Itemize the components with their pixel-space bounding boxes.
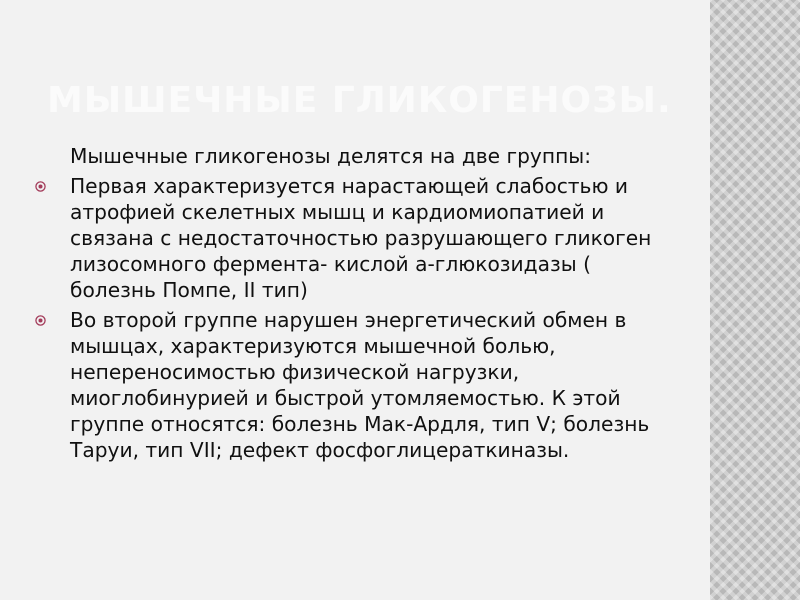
- bullet-item-first-group: [35, 173, 675, 303]
- slide-content: [35, 143, 675, 467]
- bullet-item-second-group: [35, 307, 675, 463]
- target-circle-bullet-icon: [35, 315, 46, 326]
- bullet-text: Первая характеризуется нарастающей слабостью и атрофией скелетных мышц и кардиомиопатией и связана с недостаточностью разрушающего гликоген лизосомного фермента- кислой а-глюкозидазы ( болезнь Помпе, II тип): [70, 174, 652, 302]
- bullet-text: Во второй группе нарушен энергетический обмен в мышцах, характеризуются мышечной болью, непереносимостью физической нагрузки, миоглобинурией и быстрой утомляемостью. К этой группе относятся: болезнь Мак-Ардля, тип V; болезнь Таруи, тип VII; дефект фосфоглицераткиназы.: [70, 308, 650, 462]
- target-circle-bullet-icon: [35, 181, 46, 192]
- decorative-side-band: [710, 0, 800, 600]
- paragraph-text: Мышечные гликогенозы делятся на две группы:: [70, 144, 592, 168]
- slide-title: МЫШЕЧНЫЕ ГЛИКОГЕНОЗЫ.: [47, 80, 672, 121]
- paragraph-intro: [35, 143, 675, 169]
